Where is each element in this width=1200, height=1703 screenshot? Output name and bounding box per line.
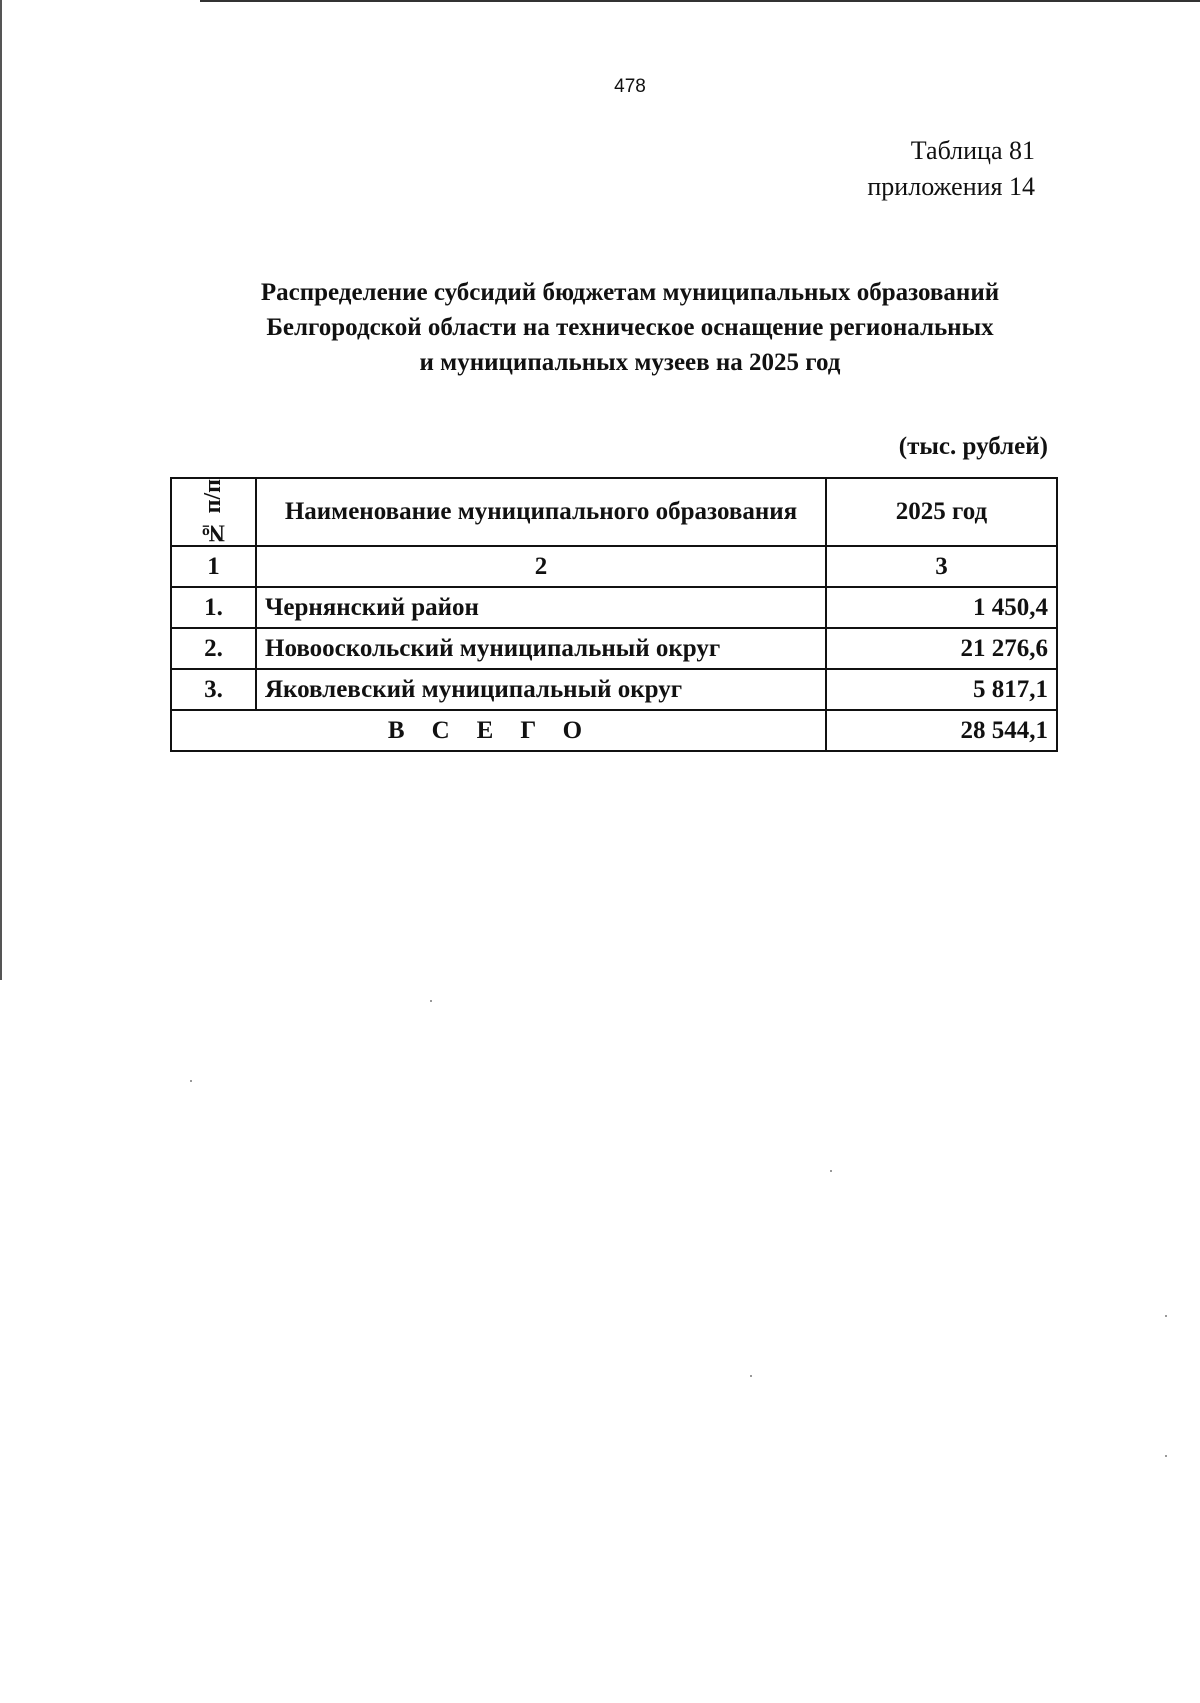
total-row	[171, 710, 1057, 751]
title-line2: Белгородской области на техническое оснащение региональных	[266, 314, 994, 341]
table-label	[867, 133, 1035, 205]
title-line3: и муниципальных музеев на 2025 год	[419, 349, 841, 376]
row-name: Яковлевский муниципальный округ	[256, 669, 826, 710]
scan-left-edge	[0, 0, 2, 980]
row-num: 1.	[171, 587, 256, 628]
total-value: 28 544,1	[826, 710, 1057, 751]
subsidy-table	[170, 477, 1058, 752]
column-number-1: 1	[171, 546, 256, 587]
column-number-2: 2	[256, 546, 826, 587]
table-header-row	[171, 478, 1057, 546]
document-title	[170, 275, 1090, 380]
column-numbers-row	[171, 546, 1057, 587]
table-label-line2: приложения 14	[867, 172, 1035, 201]
row-num: 2.	[171, 628, 256, 669]
table-row	[171, 628, 1057, 669]
scan-speck	[430, 1000, 432, 1002]
header-year: 2025 год	[826, 478, 1057, 546]
scan-speck	[1165, 1315, 1167, 1317]
row-name: Чернянский район	[256, 587, 826, 628]
header-num	[171, 478, 256, 546]
scan-speck	[1165, 1455, 1167, 1457]
title-line1: Распределение субсидий бюджетам муниципальных образований	[260, 279, 1000, 306]
row-value: 21 276,6	[826, 628, 1057, 669]
table-row	[171, 669, 1057, 710]
table-row	[171, 587, 1057, 628]
header-num-text: № п/п	[200, 479, 226, 546]
units-label: (тыс. рублей)	[898, 433, 1048, 460]
header-name: Наименование муниципального образования	[256, 478, 826, 546]
page-number: 478	[614, 76, 646, 97]
total-label: ВСЕГО	[171, 710, 826, 751]
row-name: Новооскольский муниципальный округ	[256, 628, 826, 669]
scan-speck	[190, 1080, 192, 1082]
scan-top-edge	[200, 0, 1200, 2]
scan-speck	[830, 1170, 832, 1172]
scan-speck	[750, 1375, 752, 1377]
row-num: 3.	[171, 669, 256, 710]
row-value: 1 450,4	[826, 587, 1057, 628]
row-value: 5 817,1	[826, 669, 1057, 710]
table-label-line1: Таблица 81	[910, 136, 1035, 165]
column-number-3: 3	[826, 546, 1057, 587]
